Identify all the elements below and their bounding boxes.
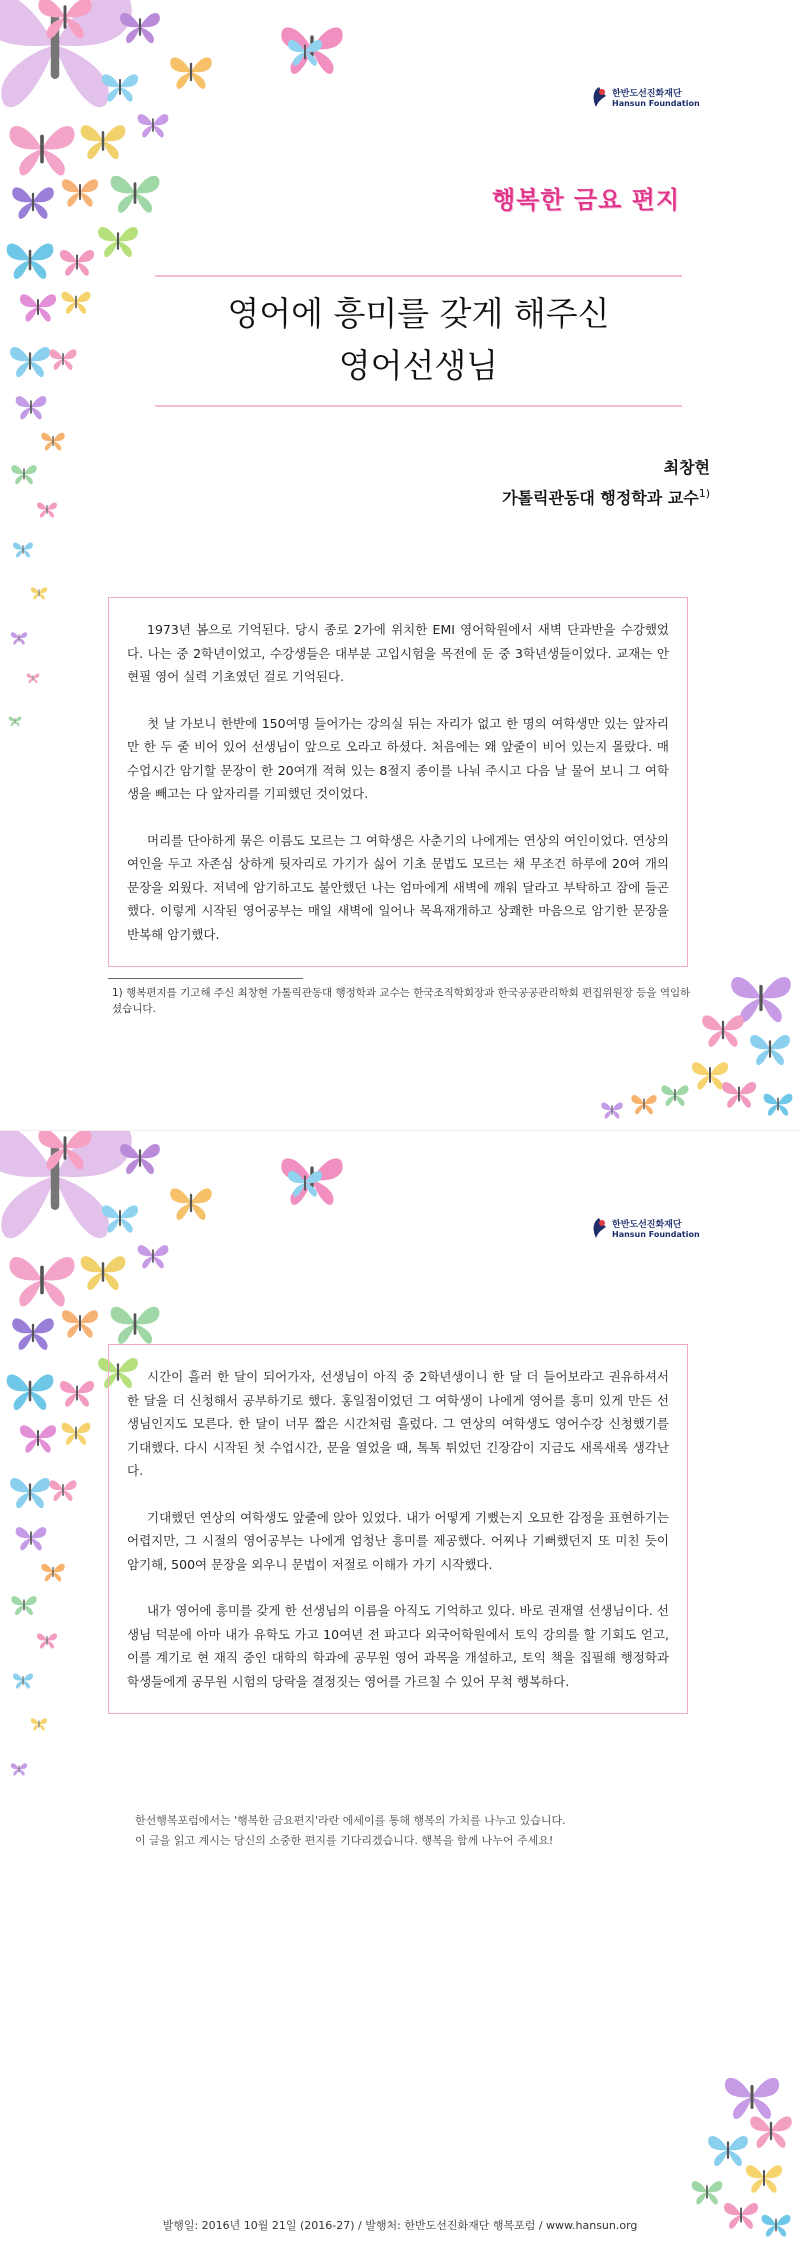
author-name: 최창현 bbox=[663, 458, 710, 477]
divider-bottom bbox=[155, 405, 682, 407]
footnote-marker: 1) bbox=[698, 487, 710, 500]
footnote-rule bbox=[108, 978, 303, 979]
publication-info: 발행일: 2016년 10월 21일 (2016-27) / 발행처: 한반도선진화재단 행복포럼 / www.hansun.org bbox=[162, 2219, 638, 2232]
logo-name-korean: 한반도선진화재단 bbox=[612, 1220, 682, 1230]
logo-name-korean: 한반도선진화재단 bbox=[612, 89, 682, 99]
paragraph: 기대했던 연상의 여학생도 앞줄에 앉아 있었다. 내가 어떻게 기뻤는지 오묘한 감정을 표현하기는 어렵지만, 그 시절의 영어공부는 나에게 엄청난 흥미를 제공했다. 어찌나 기뻐했던지 또 미친 듯이 암기해, 500여 문장을 외우니 문법이 저절로 이해가 가기 시작했다. bbox=[127, 1509, 669, 1572]
logo-name-english: Hansun Foundation bbox=[612, 99, 700, 108]
footnote: 1) 행복편지를 기고해 주신 최창현 가톨릭관동대 행정학과 교수는 한국조직학회장과 한국공공관리학회 편집위원장 등을 역임하셨습니다. bbox=[112, 987, 691, 1015]
logo-name-english: Hansun Foundation bbox=[612, 1230, 700, 1239]
paragraph: 시간이 흘러 한 달이 되어가자, 선생님이 아직 중 2학년생이니 한 달 더 들어보라고 권유하셔서 한 달을 더 신청해서 공부하기로 했다. 홍일점이었던 그 여학생이 나에게 영어를 흥미 있게 만든 선생님인지도 모른다. 한 달이 너무 짧은 시간처럼 흘렀다. 그 연상의 여학생도 영어수강 신청했기를 기대했다. 다시 시작된 첫 수업시간, 문을 열었을 때, 톡톡 튀었던 긴장감이 지금도 새록새록 생각난다. bbox=[127, 1369, 669, 1478]
hansun-logo-mark-icon bbox=[590, 86, 608, 108]
letter-page-1 bbox=[0, 0, 800, 1130]
paragraph: 1973년 봄으로 기억된다. 당시 종로 2가에 위치한 EMI 영어학원에서 새벽 단과반을 수강했었다. 나는 중 2학년이었고, 수강생들은 대부분 고입시험을 목전에 둔 중 3학년생들이었다. 교재는 안현필 영어 실력 기초였던 걸로 기억된다. bbox=[127, 622, 669, 684]
title-line-1: 영어에 흥미를 갖게 해주신 bbox=[227, 294, 610, 333]
closing-message bbox=[135, 1811, 695, 1851]
paragraph: 내가 영어에 흥미를 갖게 한 선생님의 이름을 아직도 기억하고 있다. 바로 권재열 선생님이다. 선생님 덕분에 아마 내가 유학도 가고 10여년 전 파고다 외국어학원에서 토익 강의를 할 기회도 얻고, 이를 계기로 현 재직 중인 대학의 학과에 공무원 영어 과목을 개설하고, 토익 책을 집필해 행정학과 학생들에게 공무원 시험의 당락을 결정짓는 영어를 가르칠 수 있어 무척 행복하다. bbox=[127, 1603, 669, 1689]
closing-line-2: 이 글을 읽고 계시는 당신의 소중한 편지를 기다리겠습니다. 행복을 함께 나누어 주세요! bbox=[135, 1834, 554, 1847]
article-title bbox=[155, 288, 682, 392]
body-box-page-1 bbox=[108, 597, 688, 967]
author-affiliation: 가톨릭관동대 행정학과 교수 bbox=[502, 488, 699, 508]
paragraph: 첫 날 가보니 한반에 150여명 들어가는 강의실 뒤는 자리가 없고 한 명의 여학생만 있는 앞자리만 한 두 줄 비어 있어 선생님이 앞으로 오라고 하셨다. 처음에는 왜 앞줄이 비어 있는지 몰랐다. 매 수업시간 암기할 문장이 한 20여개 적혀 있는 8절지 종이를 나눠 주시고 다음 날 물어 보니 그 여학생을 빼고는 다 앞자리를 기피했던 것이었다. bbox=[127, 715, 669, 801]
hansun-logo bbox=[590, 84, 740, 118]
author-affiliation-line bbox=[502, 481, 710, 511]
closing-line-1: 한선행복포럼에서는 '행복한 금요편지'라란 에세이를 통해 행복의 가치를 나누고 있습니다. bbox=[135, 1814, 566, 1827]
title-line-2: 영어선생님 bbox=[338, 346, 499, 385]
hansun-logo-mark-icon bbox=[590, 1217, 608, 1239]
body-box-page-2 bbox=[108, 1344, 688, 1714]
paragraph: 머리를 단아하게 묶은 이름도 모르는 그 여학생은 사춘기의 나에게는 연상의 여인이었다. 연상의 여인을 두고 자존심 상하게 뒷자리로 가기가 싫어 기초 문법도 모르는 채 무조건 하루에 20여 개의 문장을 외웠다. 저녁에 암기하고도 불안했던 나는 엄마에게 새벽에 깨워 달라고 부탁하고 잠에 들곤 했다. 이렇게 시작된 영어공부는 매일 새벽에 일어나 목욕재개하고 상쾌한 마음으로 암기한 문장을 반복해 암기했다. bbox=[127, 832, 669, 942]
hansun-logo bbox=[590, 1215, 740, 1249]
letter-page-2 bbox=[0, 1131, 800, 2261]
author-block bbox=[502, 455, 710, 511]
series-title: 행복한 금요 편지 bbox=[492, 186, 680, 214]
divider-top bbox=[155, 275, 682, 277]
